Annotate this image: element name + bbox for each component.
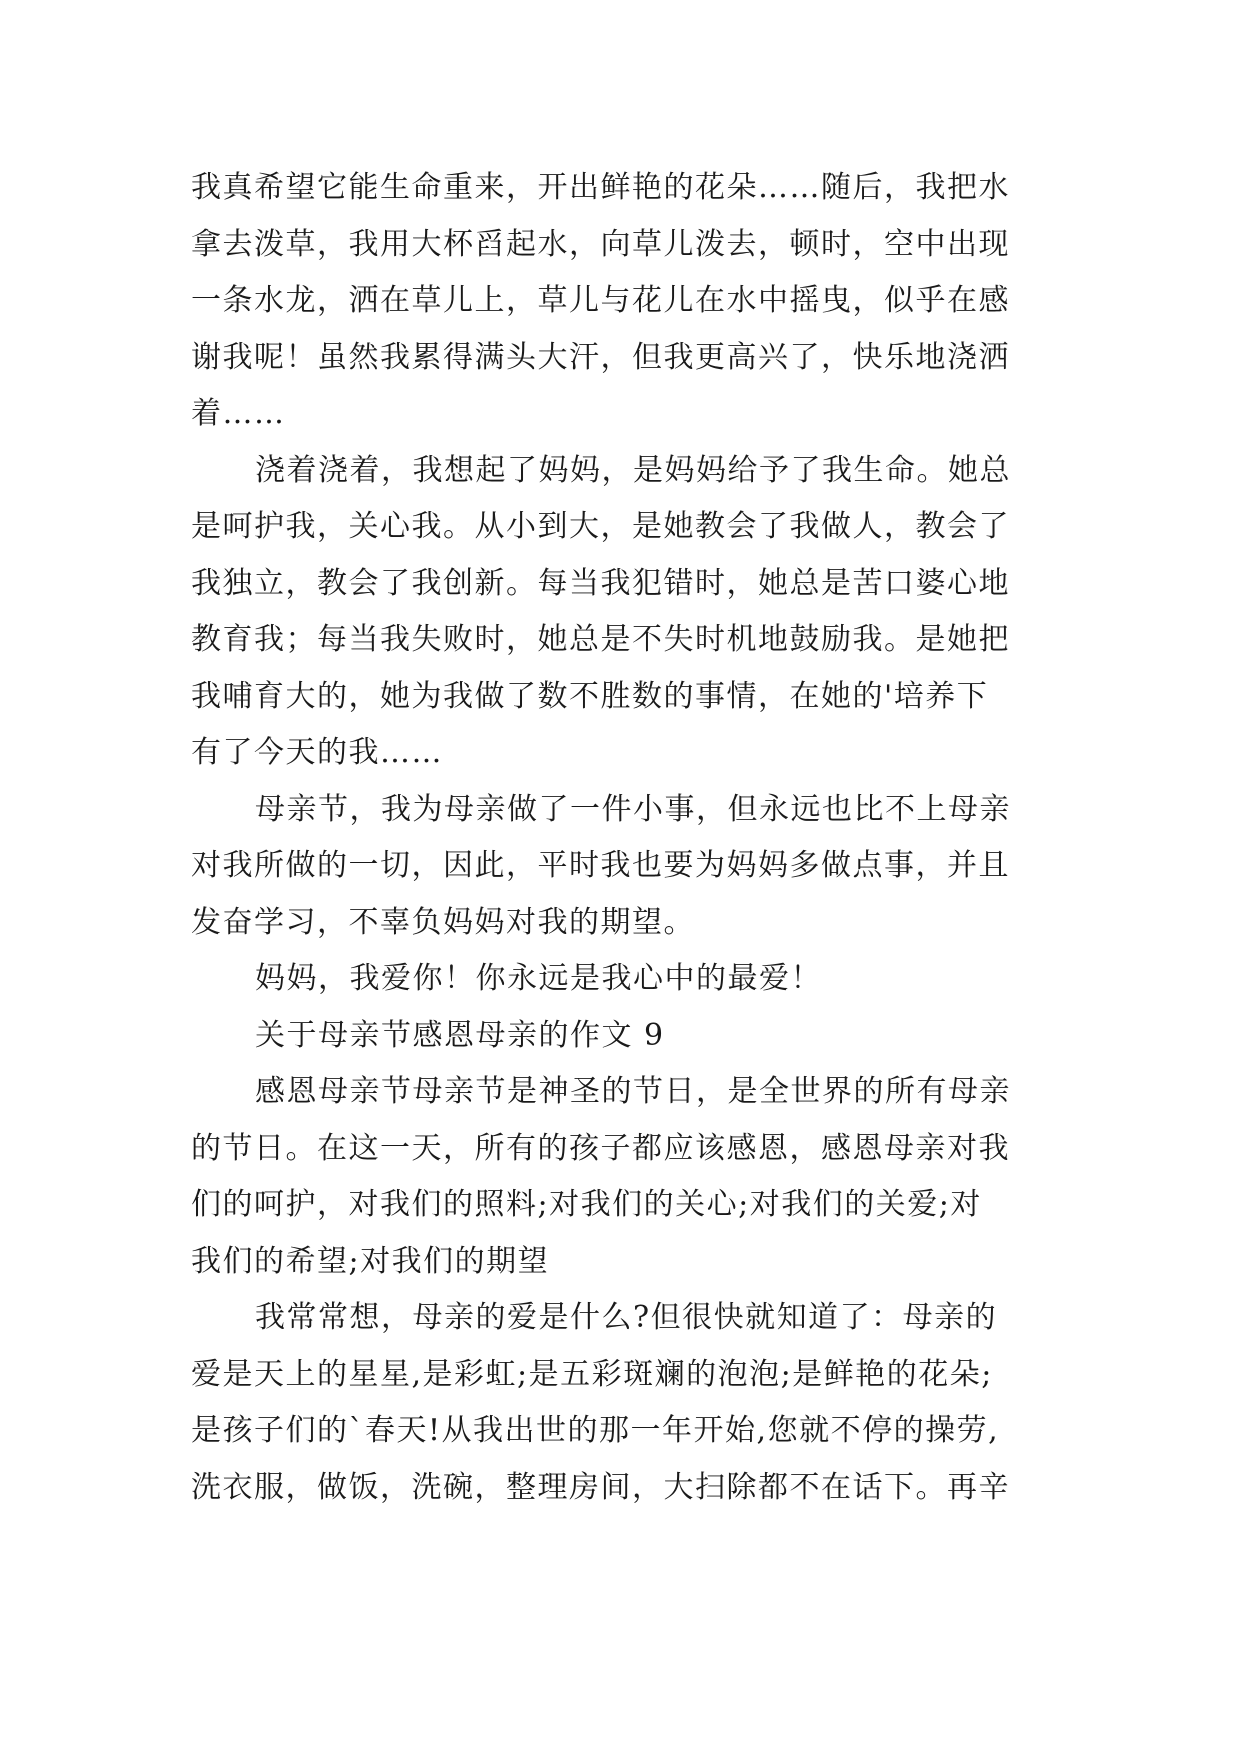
document-body xyxy=(191,160,1051,1516)
text-line: 关于母亲节感恩母亲的作文 9 xyxy=(255,1017,665,1053)
text-line: 是孩子们的`春天!从我出世的那一年开始,您就不停的操劳, xyxy=(191,1413,1000,1448)
text-line: 母亲节，我为母亲做了一件小事，但永远也比不上母亲 xyxy=(255,791,1011,827)
text-line: 我常常想，母亲的爱是什么?但很快就知道了：母亲的 xyxy=(255,1300,998,1335)
text-line: 是呵护我，关心我。从小到大，是她教会了我做人，教会了 xyxy=(191,509,1010,544)
text-line: 我哺育大的，她为我做了数不胜数的事情，在她的'培养下 xyxy=(191,678,989,714)
text-line: 我独立，教会了我创新。每当我犯错时，她总是苦口婆心地 xyxy=(191,565,1010,601)
text-line: 拿去泼草，我用大杯舀起水，向草儿泼去，顿时，空中出现 xyxy=(191,226,1010,262)
text-line: 妈妈，我爱你！你永远是我心中的最爱！ xyxy=(255,961,822,996)
text-line: 我真希望它能生命重来，开出鲜艳的花朵……随后，我把水 xyxy=(191,170,1010,205)
text-line: 一条水龙，洒在草儿上，草儿与花儿在水中摇曳，似乎在感 xyxy=(191,283,1010,318)
text-line: 谢我呢！虽然我累得满头大汗，但我更高兴了，快乐地浇洒 xyxy=(191,339,1010,375)
text-line: 浇着浇着，我想起了妈妈，是妈妈给予了我生命。她总 xyxy=(255,452,1011,488)
text-line: 洗衣服，做饭，洗碗，整理房间，大扫除都不在话下。再辛 xyxy=(191,1469,1010,1505)
text-line: 我们的希望;对我们的期望 xyxy=(191,1243,550,1279)
text-line: 发奋学习，不辜负妈妈对我的期望。 xyxy=(191,904,695,940)
text-line: 教育我；每当我失败时，她总是不失时机地鼓励我。是她把 xyxy=(191,622,1010,657)
text-line: 的节日。在这一天，所有的孩子都应该感恩，感恩母亲对我 xyxy=(191,1130,1010,1166)
text-line: 着…… xyxy=(191,396,286,431)
text-line: 有了今天的我…… xyxy=(191,735,443,770)
text-line: 对我所做的一切，因此，平时我也要为妈妈多做点事，并且 xyxy=(191,848,1010,883)
text-line: 爱是天上的星星,是彩虹;是五彩斑斓的泡泡;是鲜艳的花朵; xyxy=(191,1356,993,1392)
text-line: 感恩母亲节母亲节是神圣的节日，是全世界的所有母亲 xyxy=(255,1074,1011,1109)
text-line: 们的呵护，对我们的照料;对我们的关心;对我们的关爱;对 xyxy=(191,1187,982,1222)
